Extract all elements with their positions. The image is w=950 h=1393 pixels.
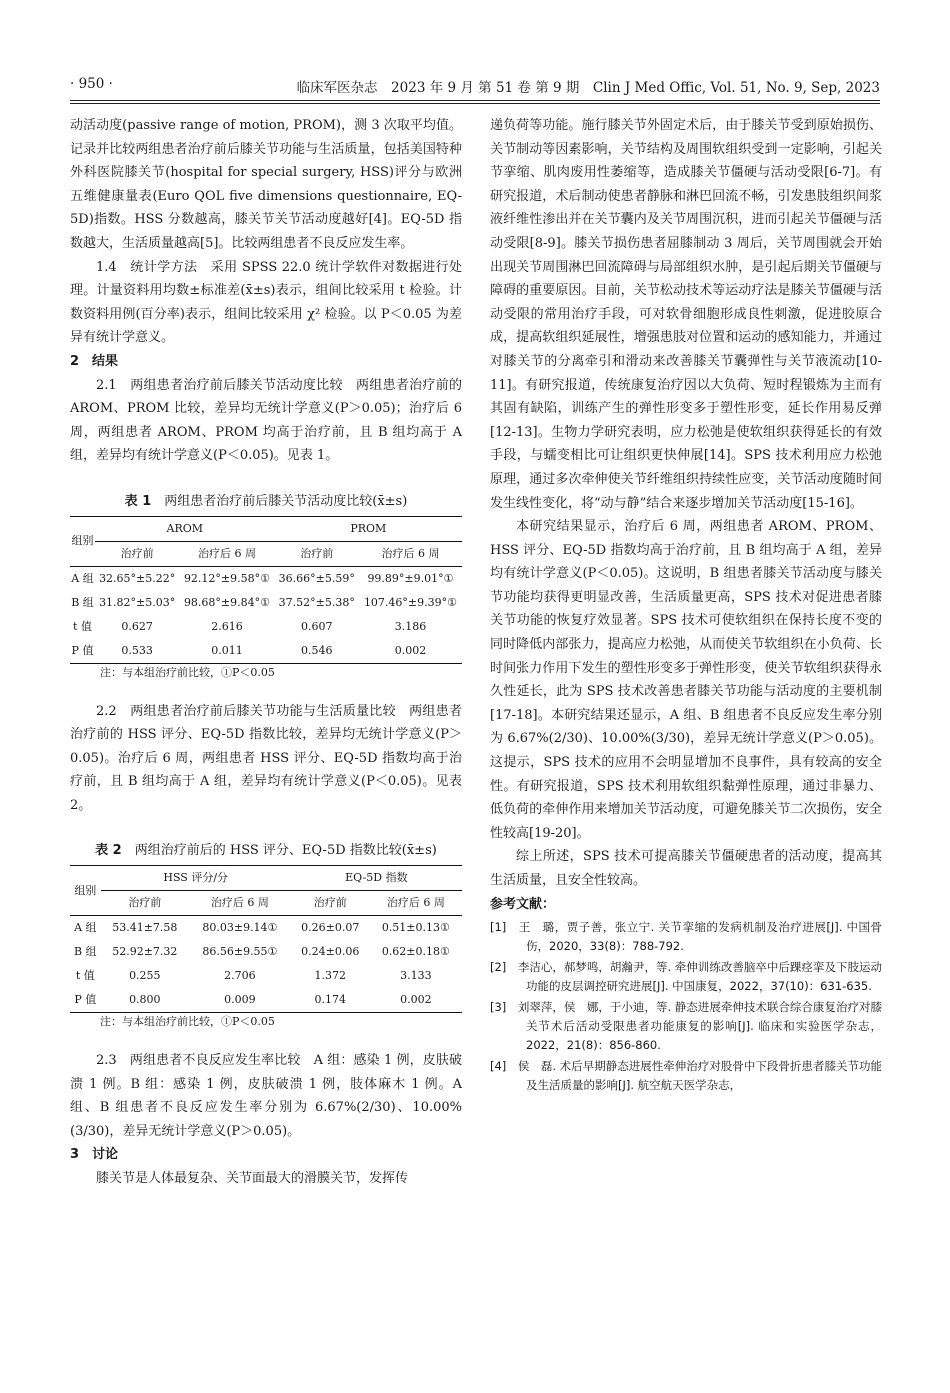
table-cell: 0.002 bbox=[370, 988, 462, 1013]
table-cell: 0.255 bbox=[129, 969, 161, 983]
table2-label: 表 2 bbox=[95, 843, 122, 859]
header-rule-thin bbox=[70, 103, 880, 104]
table-cell: 0.009 bbox=[189, 988, 291, 1013]
right-column bbox=[490, 114, 882, 1097]
table-cell: B 组 bbox=[71, 595, 94, 609]
table2-group-header: 组别 bbox=[70, 866, 101, 916]
paragraph-statistics: 1.4 统计学方法 采用 SPSS 22.0 统计学软件对数据进行处理。计量资料用均数±标准差(x̄±s)表示，组间比较采用 t 检验。计数资料用例(百分率)表示，组间比较采用 χ² 检验。以 P＜0.05 为差异有统计学意义。 bbox=[70, 259, 462, 346]
paragraph-results-2-1: 2.1 两组患者治疗前后膝关节活动度比较 两组患者治疗前的 AROM、PROM 比较，差异均无统计学意义(P＞0.05)；治疗后 6 周，两组患者 AROM、PROM 均高于治疗前，且 B 组均高于 A 组，差异均有统计学意义(P＜0.05)。见表 1。 bbox=[70, 377, 462, 464]
table-cell: 0.174 bbox=[291, 988, 370, 1013]
table-cell: 0.002 bbox=[359, 639, 462, 664]
table-cell: 0.627 bbox=[121, 619, 153, 633]
table-cell: 52.92±7.32 bbox=[112, 945, 178, 959]
paragraph: 动活动度(passive range of motion, PROM)，测 3 次取平均值。记录并比较两组患者治疗前后膝关节功能与生活质量，包括美国特种外科医院膝关节(hospital for special surgery, HSS)评分与欧洲五维健康量表(Euro QOL five dimensions questionnaire, EQ-5D)指数。HSS 分数越高，膝关节关节活动度越好[4]。EQ-5D 指数越大，生活质量越高[5]。比较两组患者不良反应发生率。 bbox=[70, 118, 462, 251]
table1-col-group-1: AROM bbox=[95, 516, 275, 541]
table-cell: 31.82°±5.03° bbox=[99, 595, 176, 609]
table2-subheader: 治疗前 bbox=[291, 891, 370, 916]
paragraph-discussion-results: 本研究结果显示，治疗后 6 周，两组患者 AROM、PROM、HSS 评分、EQ-5D 指数均高于治疗前，且 B 组均高于 A 组，差异均有统计学意义(P＜0.05)。这说明，B 组患者膝关节活动度与膝关节功能均获得更明显改善，生活质量更高，SPS 技术对促进患者膝关节功能的恢复疗效显著。SPS 技术可使软组织在保持长度不变的同时降低内部张力，提高应力松弛，从而使关节软组织在小负荷、长时间张力作用下发生的塑性形变多于弹性形变，使关节软组织获得永久性延长，此为 SPS 技术改善患者膝关节功能与活动度的主要机制[17-18]。本研究结果还显示，A 组、B 组患者不良反应发生率分别为 6.67%(2/30)、10.00%(3/30)，差异无统计学意义(P＞0.05)。这提示，SPS 技术的应用不会明显增加不良事件，具有较高的安全性。有研究报道，SPS 技术利用软组织黏弹性原理，通过非暴力、低负荷的牵伸作用来增加关节活动度，可避免膝关节二次损伤，安全性较高[19-20]。 bbox=[490, 519, 882, 841]
table-row bbox=[70, 916, 462, 941]
journal-citation: 临床军医杂志 2023 年 9 月 第 51 卷 第 9 期 Clin J Med Offic, Vol. 51, No. 9, Sep, 2023 bbox=[296, 80, 880, 96]
table-row bbox=[70, 566, 462, 591]
table2-subheader: 治疗后 6 周 bbox=[189, 891, 291, 916]
page-header bbox=[70, 68, 880, 98]
table-cell: B 组 bbox=[74, 945, 97, 959]
table-cell: 37.52°±5.38° bbox=[278, 595, 355, 609]
table-cell: 2.706 bbox=[224, 969, 256, 983]
table2-caption bbox=[70, 839, 462, 863]
section-heading-results: 2 结果 bbox=[70, 353, 119, 369]
table-cell: 3.186 bbox=[394, 619, 427, 633]
table-cell: A 组 bbox=[74, 921, 97, 935]
table1-subheader: 治疗后 6 周 bbox=[179, 541, 274, 566]
paragraph-conclusion: 综上所述，SPS 技术可提高膝关节僵硬患者的活动度，提高其生活质量，且安全性较高。 bbox=[490, 849, 882, 888]
table-cell: 107.46°±9.39°① bbox=[363, 595, 457, 609]
table-cell: 99.89°±9.01°① bbox=[367, 571, 454, 585]
table-cell: t 值 bbox=[73, 619, 92, 633]
table-cell: 0.800 bbox=[101, 988, 189, 1013]
table-cell: 3.133 bbox=[400, 969, 432, 983]
table-cell: 0.011 bbox=[179, 639, 274, 664]
table-cell: A 组 bbox=[71, 571, 94, 585]
table2-subheader: 治疗前 bbox=[101, 891, 189, 916]
table-cell: 80.03±9.14① bbox=[202, 921, 278, 935]
table-cell: 86.56±9.55① bbox=[202, 945, 278, 959]
table-row bbox=[70, 988, 462, 1013]
table-cell: 0.607 bbox=[301, 619, 333, 633]
reference-item: [3] 刘翠萍，侯 娜，于小迪，等. 静态进展牵伸技术联合综合康复治疗对膝关节术后活动受限患者功能康复的影响[J]. 临床和实验医学杂志，2022，21(8)：856-860. bbox=[490, 1000, 882, 1053]
table-cell: 1.372 bbox=[314, 969, 346, 983]
table2-col-group-1: HSS 评分/分 bbox=[101, 866, 291, 891]
table-cell: 92.12°±9.58°① bbox=[183, 571, 270, 585]
table-cell: P 值 bbox=[70, 988, 101, 1013]
references-heading: 参考文献： bbox=[490, 896, 556, 912]
table2-col-group-2: EQ-5D 指数 bbox=[291, 866, 462, 891]
table1-col-group-2: PROM bbox=[275, 516, 462, 541]
table1 bbox=[70, 516, 462, 664]
table-cell: 0.62±0.18① bbox=[381, 945, 450, 959]
table-cell: 0.26±0.07 bbox=[301, 921, 360, 935]
table-cell: P 值 bbox=[70, 639, 95, 664]
table-cell: t 值 bbox=[75, 969, 95, 983]
table-row bbox=[70, 940, 462, 964]
table2-title: 两组治疗前后的 HSS 评分、EQ-5D 指数比较(x̄±s) bbox=[134, 843, 437, 859]
table1-subheader: 治疗前 bbox=[95, 541, 179, 566]
table-row bbox=[70, 639, 462, 664]
reference-item: [1] 王 璐，贾子善，张立宁. 关节挛缩的发病机制及治疗进展[J]. 中国骨伤，2020，33(8)：788-792. bbox=[490, 920, 882, 954]
table2 bbox=[70, 865, 462, 1013]
table1-caption bbox=[70, 490, 462, 514]
table1-title: 两组患者治疗前后膝关节活动度比较(x̄±s) bbox=[164, 493, 408, 509]
table-cell: 98.68°±9.84°① bbox=[183, 595, 270, 609]
page-number: · 950 · bbox=[70, 76, 113, 92]
left-column bbox=[70, 114, 462, 1191]
header-rule bbox=[70, 100, 880, 101]
table2-subheader: 治疗后 6 周 bbox=[370, 891, 462, 916]
paragraph-results-2-3: 2.3 两组患者不良反应发生率比较 A 组：感染 1 例，皮肤破溃 1 例。B 组：感染 1 例，皮肤破溃 1 例，肢体麻木 1 例。A 组、B 组患者不良反应发生率分别为 6.67%(2/30)、10.00%(3/30)，差异无统计学意义(P＞0.05)。 bbox=[70, 1053, 462, 1139]
table-cell: 0.51±0.13① bbox=[381, 921, 450, 935]
table-cell: 0.24±0.06 bbox=[301, 945, 360, 959]
table1-group-header: 组别 bbox=[70, 516, 95, 566]
table1-subheader: 治疗前 bbox=[275, 541, 359, 566]
table-cell: 32.65°±5.22° bbox=[99, 571, 176, 585]
table1-subheader: 治疗后 6 周 bbox=[359, 541, 462, 566]
table2-note: 注：与本组治疗前比较，①P＜0.05 bbox=[100, 1015, 275, 1029]
section-heading-discussion: 3 讨论 bbox=[70, 1147, 119, 1163]
table-cell: 0.546 bbox=[275, 639, 359, 664]
table-cell: 2.616 bbox=[211, 619, 243, 633]
reference-item: [2] 李洁心，郝梦鸣，胡瀚尹，等. 牵伸训练改善脑卒中后踝痉挛及下肢运动功能的皮层调控研究进展[J]. 中国康复，2022，37(10)：631-635. bbox=[490, 960, 882, 994]
table1-note: 注：与本组治疗前比较，①P＜0.05 bbox=[100, 665, 275, 679]
table1-label: 表 1 bbox=[124, 493, 152, 509]
reference-item: [4] 侯 磊. 术后早期静态进展性牵伸治疗对股骨中下段骨折患者膝关节功能及生活质量的影响[J]. 航空航天医学杂志， bbox=[490, 1059, 882, 1093]
paragraph-results-2-2: 2.2 两组患者治疗前后膝关节功能与生活质量比较 两组患者治疗前的 HSS 评分、EQ-5D 指数比较，差异均无统计学意义(P＞0.05)。治疗后 6 周，两组患者 HSS 评分、EQ-5D 指数均高于治疗前，且 B 组均高于 A 组，差异均有统计学意义(P＜0.05)。见表 2。 bbox=[70, 703, 462, 813]
table-row bbox=[70, 964, 462, 988]
table-row bbox=[70, 615, 462, 639]
paragraph-discussion-start: 膝关节是人体最复杂、关节面最大的滑膜关节，发挥传 bbox=[96, 1171, 409, 1187]
table-cell: 0.533 bbox=[95, 639, 179, 664]
table-cell: 36.66°±5.59° bbox=[278, 571, 355, 585]
paragraph-discussion: 递负荷等功能。施行膝关节外固定术后，由于膝关节受到原始损伤、关节制动等因素影响，关节结构及周围软组织受到一定影响，引起关节挛缩、肌肉废用性萎缩等，造成膝关节僵硬与活动受限[6-7]。有研究报道，术后制动使患者静脉和淋巴回流不畅，引发患肢组织间浆液纤维性渗出并在关节囊内及关节周围沉积，进而引起关节僵硬与活动受限[8-9]。膝关节损伤患者屈膝制动 3 周后，关节周围就会开始出现关节周围淋巴回流障碍与局部组织水肿，是引起后期关节僵硬与障碍的重要原因。目前，关节松动技术等运动疗法是膝关节僵硬与活动受限的常用治疗手段，可对软骨细胞形成良性刺激，促进胶原合成，提高软组织延展性，增强患肢对位置和运动的感知能力，并通过对膝关节的分离牵引和滑动来改善膝关节囊弹性与关节液流动[10-11]。有研究报道，传统康复治疗因以大负荷、短时程锻炼为主而有其固有缺陷，训练产生的弹性形变多于塑性形变，延长作用易反弹[12-13]。生物力学研究表明，应力松弛是使软组织获得延长的有效手段，与蠕变相比可让组织更快伸展[14]。SPS 技术利用应力松弛原理，通过多次牵伸使关节纤维组织持续性应变，关节活动度随时间发生线性变化，将“动与静”结合来逐步增加关节活动度[15-16]。 bbox=[490, 118, 882, 511]
table-cell: 53.41±7.58 bbox=[112, 921, 178, 935]
table-row bbox=[70, 591, 462, 615]
